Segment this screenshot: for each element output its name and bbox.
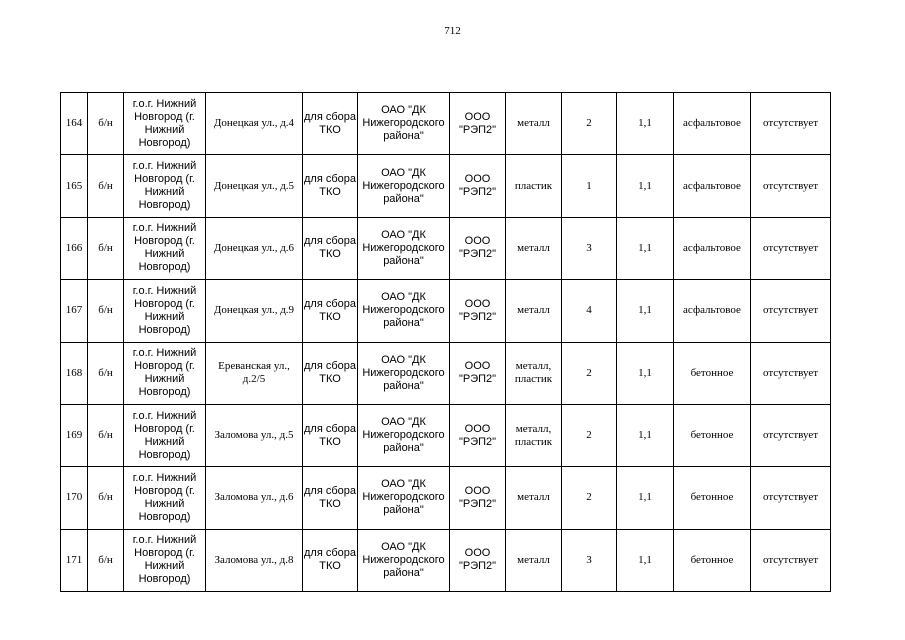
row-number-cell: 166 bbox=[61, 217, 88, 279]
surface-type-cell: бетонное bbox=[674, 342, 751, 404]
fence-cell: отсутствует bbox=[751, 529, 831, 591]
address-cell: Донецкая ул., д.5 bbox=[206, 155, 303, 217]
container-volume-cell: 1,1 bbox=[617, 529, 674, 591]
purpose-cell: для сбора ТКО bbox=[303, 529, 358, 591]
container-count-cell: 1 bbox=[562, 155, 617, 217]
owner-cell: ОАО "ДК Нижегородского района" bbox=[358, 529, 450, 591]
operator-cell: ООО "РЭП2" bbox=[450, 342, 506, 404]
municipality-cell: г.о.г. Нижний Новгород (г. Нижний Новгород) bbox=[124, 217, 206, 279]
row-number-cell: 164 bbox=[61, 93, 88, 155]
table-row bbox=[61, 342, 831, 404]
container-volume-cell: 1,1 bbox=[617, 217, 674, 279]
owner-cell: ОАО "ДК Нижегородского района" bbox=[358, 217, 450, 279]
container-volume-cell: 1,1 bbox=[617, 342, 674, 404]
purpose-cell: для сбора ТКО bbox=[303, 217, 358, 279]
container-material-cell: металл bbox=[506, 217, 562, 279]
surface-type-cell: бетонное bbox=[674, 529, 751, 591]
container-volume-cell: 1,1 bbox=[617, 93, 674, 155]
registration-number-cell: б/н bbox=[88, 217, 124, 279]
fence-cell: отсутствует bbox=[751, 217, 831, 279]
table-row bbox=[61, 93, 831, 155]
surface-type-cell: асфальтовое bbox=[674, 217, 751, 279]
container-count-cell: 2 bbox=[562, 93, 617, 155]
registration-number-cell: б/н bbox=[88, 155, 124, 217]
surface-type-cell: бетонное bbox=[674, 404, 751, 466]
operator-cell: ООО "РЭП2" bbox=[450, 529, 506, 591]
purpose-cell: для сбора ТКО bbox=[303, 155, 358, 217]
container-material-cell: пластик bbox=[506, 155, 562, 217]
owner-cell: ОАО "ДК Нижегородского района" bbox=[358, 467, 450, 529]
container-volume-cell: 1,1 bbox=[617, 155, 674, 217]
municipality-cell: г.о.г. Нижний Новгород (г. Нижний Новгород) bbox=[124, 280, 206, 342]
registration-number-cell: б/н bbox=[88, 93, 124, 155]
municipality-cell: г.о.г. Нижний Новгород (г. Нижний Новгород) bbox=[124, 529, 206, 591]
owner-cell: ОАО "ДК Нижегородского района" bbox=[358, 342, 450, 404]
container-count-cell: 2 bbox=[562, 342, 617, 404]
registration-number-cell: б/н bbox=[88, 467, 124, 529]
registration-number-cell: б/н bbox=[88, 404, 124, 466]
owner-cell: ОАО "ДК Нижегородского района" bbox=[358, 93, 450, 155]
fence-cell: отсутствует bbox=[751, 155, 831, 217]
row-number-cell: 170 bbox=[61, 467, 88, 529]
operator-cell: ООО "РЭП2" bbox=[450, 93, 506, 155]
municipality-cell: г.о.г. Нижний Новгород (г. Нижний Новгород) bbox=[124, 342, 206, 404]
fence-cell: отсутствует bbox=[751, 280, 831, 342]
container-count-cell: 2 bbox=[562, 404, 617, 466]
container-material-cell: металл bbox=[506, 467, 562, 529]
table-row bbox=[61, 155, 831, 217]
operator-cell: ООО "РЭП2" bbox=[450, 217, 506, 279]
row-number-cell: 168 bbox=[61, 342, 88, 404]
container-material-cell: металл bbox=[506, 93, 562, 155]
address-cell: Ереванская ул., д.2/5 bbox=[206, 342, 303, 404]
municipality-cell: г.о.г. Нижний Новгород (г. Нижний Новгород) bbox=[124, 467, 206, 529]
municipality-cell: г.о.г. Нижний Новгород (г. Нижний Новгород) bbox=[124, 155, 206, 217]
registration-number-cell: б/н bbox=[88, 342, 124, 404]
table-row bbox=[61, 467, 831, 529]
container-material-cell: металл, пластик bbox=[506, 404, 562, 466]
purpose-cell: для сбора ТКО bbox=[303, 467, 358, 529]
operator-cell: ООО "РЭП2" bbox=[450, 155, 506, 217]
container-count-cell: 3 bbox=[562, 529, 617, 591]
row-number-cell: 167 bbox=[61, 280, 88, 342]
owner-cell: ОАО "ДК Нижегородского района" bbox=[358, 404, 450, 466]
operator-cell: ООО "РЭП2" bbox=[450, 280, 506, 342]
row-number-cell: 165 bbox=[61, 155, 88, 217]
owner-cell: ОАО "ДК Нижегородского района" bbox=[358, 280, 450, 342]
address-cell: Донецкая ул., д.4 bbox=[206, 93, 303, 155]
operator-cell: ООО "РЭП2" bbox=[450, 404, 506, 466]
container-count-cell: 3 bbox=[562, 217, 617, 279]
table-row bbox=[61, 280, 831, 342]
surface-type-cell: бетонное bbox=[674, 467, 751, 529]
container-volume-cell: 1,1 bbox=[617, 467, 674, 529]
registration-number-cell: б/н bbox=[88, 280, 124, 342]
purpose-cell: для сбора ТКО bbox=[303, 342, 358, 404]
fence-cell: отсутствует bbox=[751, 342, 831, 404]
table-row bbox=[61, 529, 831, 591]
page-number: 712 bbox=[444, 25, 461, 37]
surface-type-cell: асфальтовое bbox=[674, 93, 751, 155]
address-cell: Заломова ул., д.8 bbox=[206, 529, 303, 591]
purpose-cell: для сбора ТКО bbox=[303, 404, 358, 466]
table-row bbox=[61, 404, 831, 466]
purpose-cell: для сбора ТКО bbox=[303, 280, 358, 342]
address-cell: Заломова ул., д.6 bbox=[206, 467, 303, 529]
fence-cell: отсутствует bbox=[751, 93, 831, 155]
surface-type-cell: асфальтовое bbox=[674, 280, 751, 342]
fence-cell: отсутствует bbox=[751, 467, 831, 529]
fence-cell: отсутствует bbox=[751, 404, 831, 466]
surface-type-cell: асфальтовое bbox=[674, 155, 751, 217]
container-material-cell: металл bbox=[506, 280, 562, 342]
table-body bbox=[61, 93, 831, 592]
purpose-cell: для сбора ТКО bbox=[303, 93, 358, 155]
container-material-cell: металл, пластик bbox=[506, 342, 562, 404]
waste-site-registry-table bbox=[60, 92, 831, 592]
address-cell: Заломова ул., д.5 bbox=[206, 404, 303, 466]
owner-cell: ОАО "ДК Нижегородского района" bbox=[358, 155, 450, 217]
row-number-cell: 171 bbox=[61, 529, 88, 591]
municipality-cell: г.о.г. Нижний Новгород (г. Нижний Новгород) bbox=[124, 93, 206, 155]
address-cell: Донецкая ул., д.9 bbox=[206, 280, 303, 342]
address-cell: Донецкая ул., д.6 bbox=[206, 217, 303, 279]
registration-number-cell: б/н bbox=[88, 529, 124, 591]
container-material-cell: металл bbox=[506, 529, 562, 591]
container-count-cell: 4 bbox=[562, 280, 617, 342]
municipality-cell: г.о.г. Нижний Новгород (г. Нижний Новгород) bbox=[124, 404, 206, 466]
container-count-cell: 2 bbox=[562, 467, 617, 529]
container-volume-cell: 1,1 bbox=[617, 280, 674, 342]
container-volume-cell: 1,1 bbox=[617, 404, 674, 466]
operator-cell: ООО "РЭП2" bbox=[450, 467, 506, 529]
table-row bbox=[61, 217, 831, 279]
row-number-cell: 169 bbox=[61, 404, 88, 466]
